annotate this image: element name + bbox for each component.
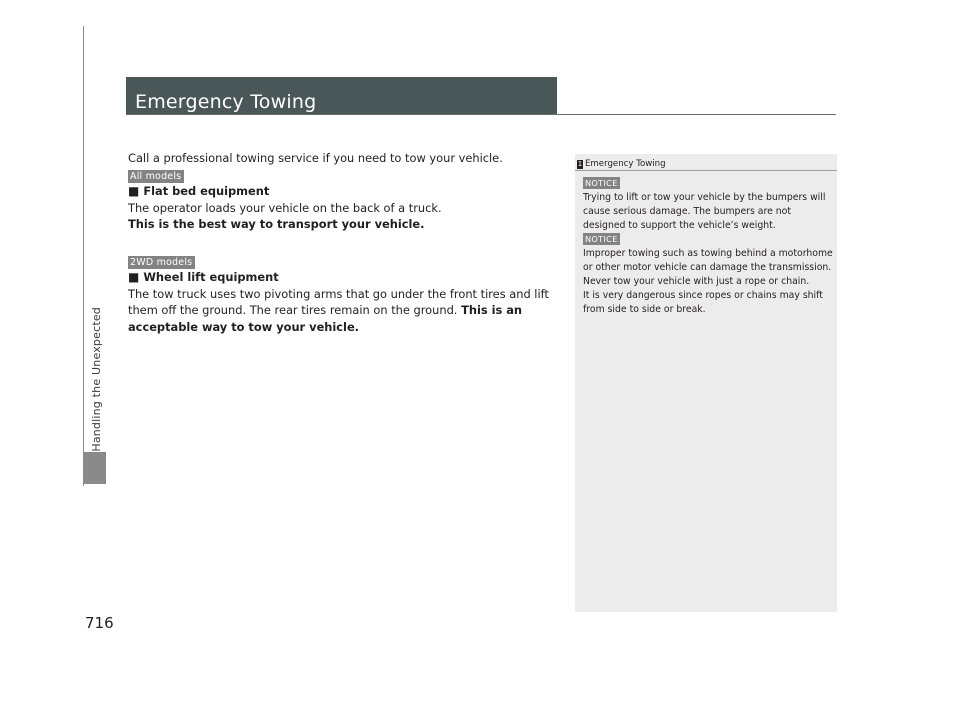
sidebar-body — [583, 177, 833, 317]
wheel-lift-paragraph — [128, 286, 560, 336]
sidebar-panel — [575, 154, 837, 612]
model-badge-2wd-models: 2WD models — [128, 256, 195, 269]
flat-bed-section — [128, 167, 560, 233]
notice-text-1: Trying to lift or tow your vehicle by the bumpers will cause serious damage. The bumpers are not designed to support the vehicle’s weight. — [583, 192, 826, 231]
bullet-square-icon: ■ — [128, 184, 140, 198]
intro-text: Call a professional towing service if you need to tow your vehicle. — [128, 151, 503, 165]
title-divider — [126, 114, 836, 115]
model-badge-all-models: All models — [128, 170, 184, 183]
page-number: 716 — [85, 614, 114, 632]
section-title-bar — [126, 77, 557, 114]
flat-bed-text: The operator loads your vehicle on the back of a truck. — [128, 200, 442, 215]
warning-line-1: Never tow your vehicle with just a rope or chain. — [583, 276, 810, 287]
chapter-label-text: Handling the Unexpected — [89, 307, 103, 452]
wheel-lift-bold-text: This is an acceptable way to tow your vehicle. — [128, 303, 523, 334]
sidebar-divider — [575, 170, 837, 171]
notice-badge: NOTICE — [585, 178, 618, 188]
wheel-lift-text: The tow truck uses two pivoting arms that go under the front tires and lift them off the ground. The rear tires remain on the ground. — [128, 286, 549, 317]
notice-text-2: Improper towing such as towing behind a motorhome or other motor vehicle can damage the transmission. — [583, 248, 833, 273]
reference-number-icon: 1 — [577, 159, 583, 168]
flat-bed-bold-text: This is the best way to transport your vehicle. — [128, 217, 425, 231]
notice-badge: NOTICE — [585, 234, 618, 244]
flat-bed-heading-text: Flat bed equipment — [143, 184, 270, 198]
warning-line-2: It is very dangerous since ropes or chains may shift from side to side or break. — [583, 290, 823, 315]
sidebar-title: Emergency Towing — [585, 159, 666, 169]
page-title: Emergency Towing — [135, 90, 317, 113]
wheel-lift-heading — [128, 269, 560, 286]
main-content — [128, 150, 560, 355]
chapter-tab-marker — [84, 452, 106, 484]
wheel-lift-section — [128, 253, 560, 336]
flat-bed-heading — [128, 183, 560, 200]
sidebar-header — [575, 158, 837, 170]
wheel-lift-heading-text: Wheel lift equipment — [143, 270, 279, 284]
bullet-square-icon: ■ — [128, 270, 140, 284]
chapter-label — [84, 26, 108, 452]
